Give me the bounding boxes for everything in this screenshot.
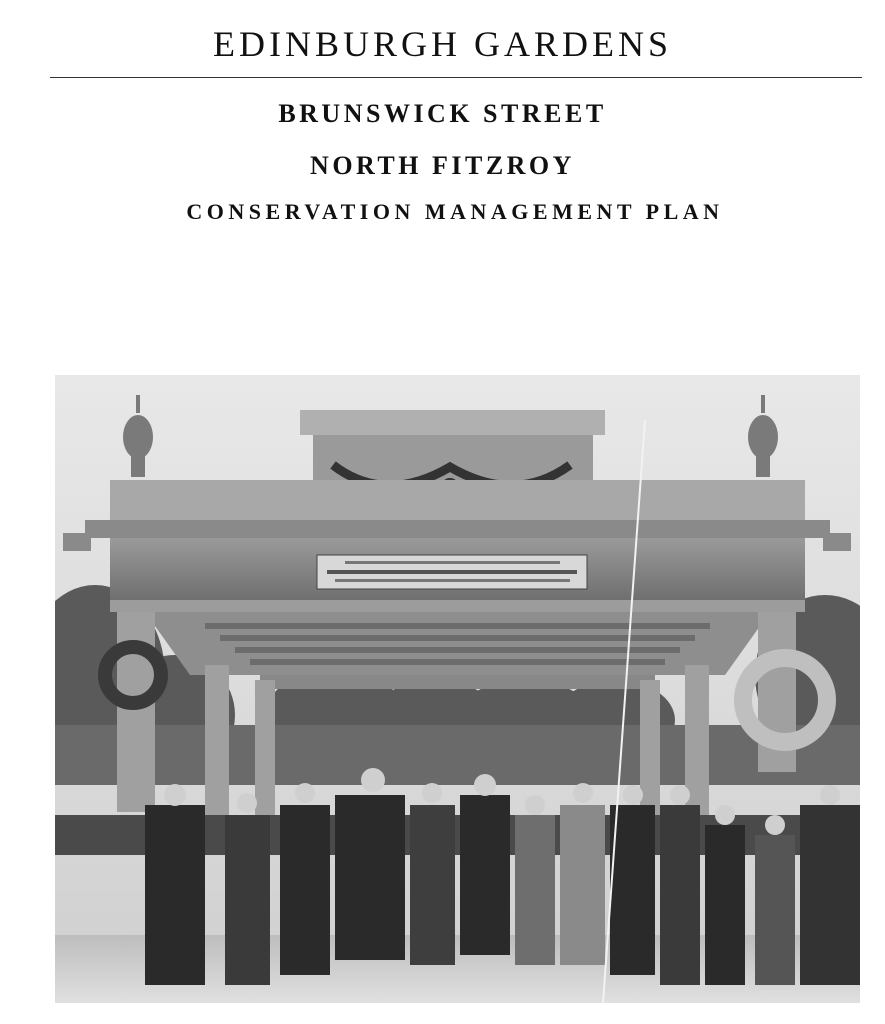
subtitle-suburb: NORTH FITZROY	[310, 151, 575, 180]
subtitle-street: BRUNSWICK STREET	[278, 99, 607, 128]
title-divider	[50, 77, 862, 78]
cover-photograph	[55, 375, 860, 1003]
document-type-heading: CONSERVATION MANAGEMENT PLAN	[186, 199, 724, 224]
document-title: EDINBURGH GARDENS	[212, 24, 672, 64]
